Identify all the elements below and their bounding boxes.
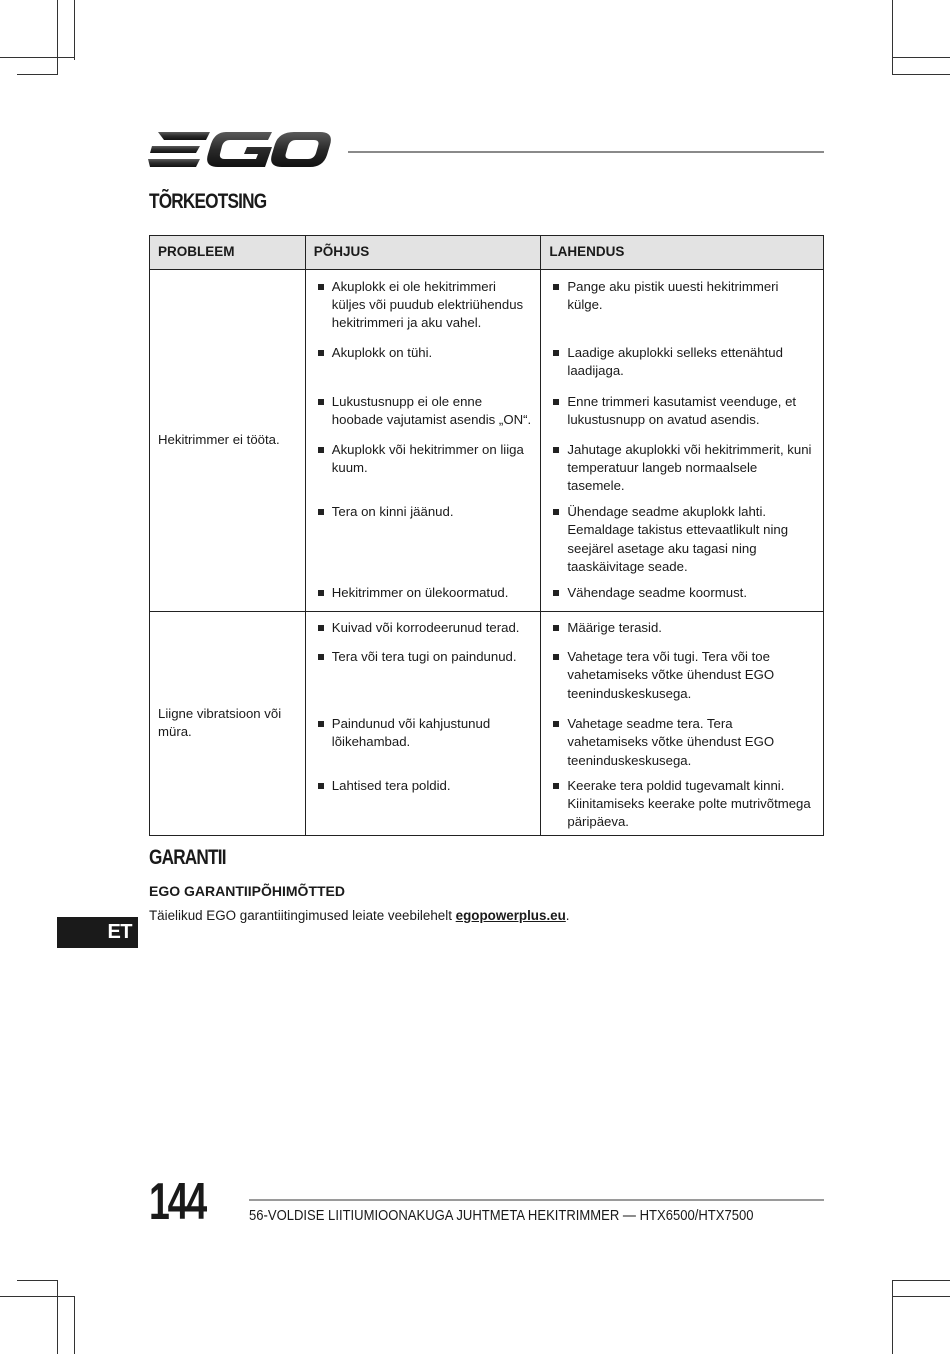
cause-cell [305,336,541,385]
cause-cell [305,385,541,433]
solution-cell [541,336,824,385]
crop-mark [892,1280,893,1354]
page-number: 144 [149,1173,205,1231]
troubleshooting-table [149,235,824,836]
column-header-solution: LAHENDUS [541,236,824,270]
warranty-text [149,908,570,923]
crop-mark [892,0,893,74]
cause-item: Lukustusnupp ei ole enne hoobade vajutamist asendis „ON“. [316,393,533,429]
solution-cell [541,580,824,611]
cause-cell [305,770,541,836]
solution-item: Ühendage seadme akuplokk lahti. Eemaldage takistus ettevaatlikult ning seejärel asetage aku tagasi ning taaskäivitage seade. [551,503,815,576]
solution-item: Vähendage seadme koormust. [551,584,815,602]
header-rule [348,151,824,153]
crop-mark [892,1280,950,1281]
cause-item: Akuplokk ei ole hekitrimmeri küljes või puudub elektriühendus hekitrimmeri ja aku vahel. [316,278,533,333]
cause-item: Kuivad või korrodeerunud terad. [316,619,533,637]
problem-text: Liigne vibratsioon või müra. [158,706,282,740]
solution-cell [541,611,824,641]
footer-text: 56-VOLDISE LIITIUMIOONAKUGA JUHTMETA HEKITRIMMER — HTX6500/HTX7500 [249,1208,754,1224]
table-row [150,270,824,336]
problem-cell [150,270,306,612]
column-header-problem: PROBLEEM [150,236,306,270]
warranty-text-after: . [565,908,570,923]
cause-item: Hekitrimmer on ülekoormatud. [316,584,533,602]
solution-item: Määrige terasid. [551,619,815,637]
crop-mark [0,57,74,58]
cause-cell [305,580,541,611]
solution-item: Pange aku pistik uuesti hekitrimmeri külge. [551,278,815,314]
solution-item: Keerake tera poldid tugevamalt kinni. Kiinitamiseks keerake polte mutrivõtmega päripäeva. [551,777,815,832]
crop-mark [17,1280,58,1281]
crop-mark [892,74,950,75]
warranty-text-before: Täielikud EGO garantiitingimused leiate veebilehelt [149,908,456,923]
crop-mark [57,1280,58,1354]
cause-cell [305,611,541,641]
crop-mark [74,0,75,60]
warranty-subtitle: EGO GARANTIIPÕHIMÕTTED [149,883,345,899]
cause-item: Tera on kinni jäänud. [316,503,533,521]
solution-item: Laadige akuplokki selleks ettenähtud laadijaga. [551,344,815,380]
crop-mark [892,1296,950,1297]
table-row [150,611,824,641]
cause-cell [305,641,541,708]
cause-item: Akuplokk või hekitrimmer on liiga kuum. [316,441,533,477]
crop-mark [57,0,58,74]
cause-item: Lahtised tera poldid. [316,777,533,795]
cause-item: Tera või tera tugi on paindunud. [316,648,533,666]
crop-mark [0,1296,74,1297]
solution-cell [541,270,824,336]
crop-mark [74,1296,75,1354]
section-title-troubleshooting: TÕRKEOTSING [149,190,267,213]
language-tab: ET [57,917,138,948]
problem-cell [150,611,306,836]
cause-cell [305,270,541,336]
solution-cell [541,708,824,770]
ego-logo [148,128,332,172]
solution-item: Vahetage tera või tugi. Tera või toe vahetamiseks võtke ühendust EGO teeninduskeskusega. [551,648,815,703]
problem-text: Hekitrimmer ei tööta. [158,432,280,448]
cause-cell [305,708,541,770]
warranty-link[interactable]: egopowerplus.eu [455,908,566,923]
solution-cell [541,495,824,580]
solution-item: Jahutage akuplokki või hekitrimmerit, kuni temperatuur langeb normaalsele tasemele. [551,441,815,496]
cause-item: Paindunud või kahjustunud lõikehambad. [316,715,533,751]
solution-cell [541,770,824,836]
cause-cell [305,495,541,580]
column-header-cause: PÕHJUS [305,236,541,270]
cause-item: Akuplokk on tühi. [316,344,533,362]
table-header-row [150,236,824,270]
footer-rule [249,1199,824,1201]
solution-cell [541,641,824,708]
crop-mark [892,57,950,58]
solution-cell [541,385,824,433]
solution-item: Enne trimmeri kasutamist veenduge, et lukustusnupp on avatud asendis. [551,393,815,429]
solution-item: Vahetage seadme tera. Tera vahetamiseks võtke ühendust EGO teeninduskeskusega. [551,715,815,770]
section-title-warranty: GARANTII [149,846,226,869]
cause-cell [305,433,541,496]
solution-cell [541,433,824,496]
crop-mark [17,74,58,75]
